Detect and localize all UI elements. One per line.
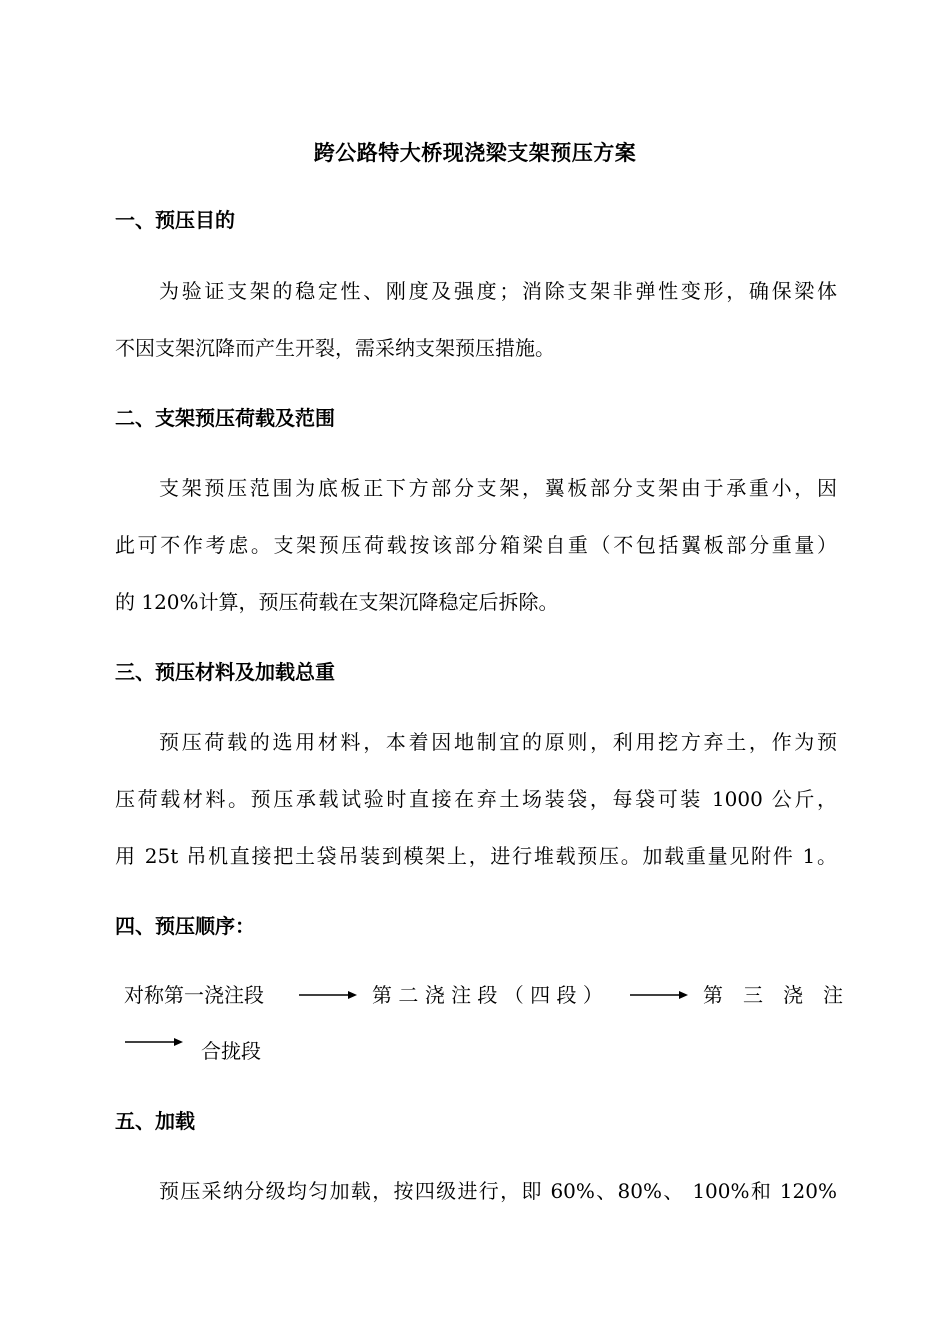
- arrow-right-icon: [629, 980, 691, 1010]
- paragraph-line: 预压采纳分级均匀加载，按四级进行，即 60%、80%、 100%和 120%: [159, 1179, 837, 1203]
- paragraph-line: 此可不作考虑。支架预压荷载按该部分箱梁自重（不包括翼板部分重量）: [115, 533, 837, 557]
- section-heading-3: 三、预压材料及加载总重: [115, 660, 335, 684]
- arrow-right-icon: [124, 1027, 186, 1057]
- paragraph-line: 压荷载材料。预压承载试验时直接在弃土场装袋，每袋可装 1000 公斤，: [115, 787, 837, 811]
- paragraph-line: 为验证支架的稳定性、刚度及强度；消除支架非弹性变形，确保梁体: [159, 279, 837, 303]
- sequence-step-1: 对称第一浇注段: [124, 983, 264, 1007]
- section-heading-5: 五、加载: [115, 1109, 195, 1133]
- section-heading-2: 二、支架预压荷载及范围: [115, 406, 335, 430]
- section-heading-1: 一、预压目的: [115, 208, 235, 232]
- section-heading-4: 四、预压顺序：: [115, 914, 255, 938]
- paragraph-line: 的 120%计算，预压荷载在支架沉降稳定后拆除。: [115, 590, 559, 614]
- sequence-step-3: 第 三 浇 注: [703, 983, 843, 1007]
- paragraph-line: 用 25t 吊机直接把土袋吊装到模架上，进行堆载预压。加载重量见附件 1。: [115, 844, 837, 868]
- paragraph-line: 不因支架沉降而产生开裂，需采纳支架预压措施。: [115, 336, 555, 360]
- document-title: 跨公路特大桥现浇梁支架预压方案: [313, 140, 637, 165]
- sequence-step-4: 合拢段: [201, 1039, 261, 1063]
- paragraph-line: 支架预压范围为底板正下方部分支架，翼板部分支架由于承重小，因: [159, 476, 837, 500]
- arrow-right-icon: [298, 980, 360, 1010]
- paragraph-line: 预压荷载的选用材料，本着因地制宜的原则，利用挖方弃土，作为预: [159, 730, 837, 754]
- sequence-step-2: 第 二 浇 注 段 （ 四 段 ）: [372, 983, 603, 1007]
